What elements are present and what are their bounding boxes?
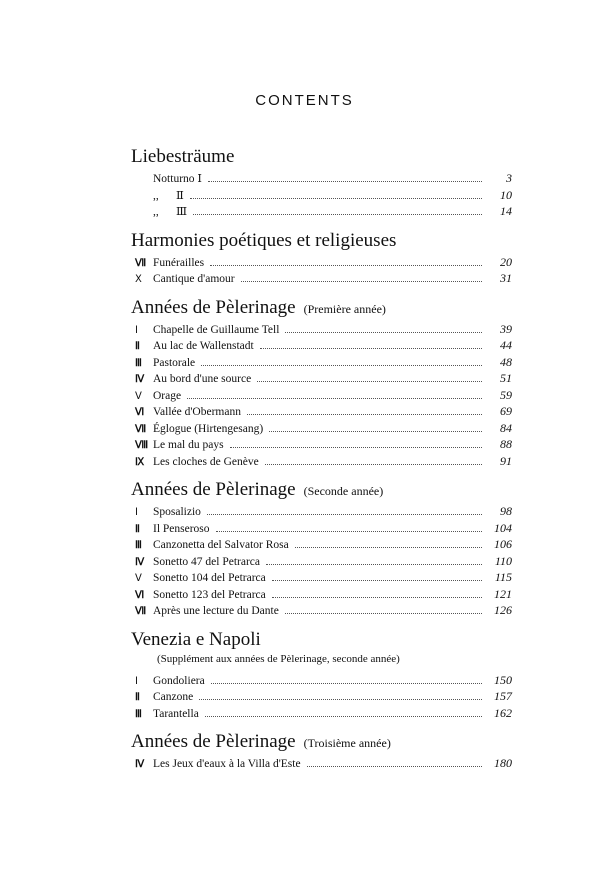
entry-number: Ⅳ	[135, 556, 145, 568]
toc-entry[interactable]	[131, 355, 512, 372]
dot-leader	[187, 398, 482, 399]
section-subtitle: (Première année)	[303, 301, 386, 316]
entry-page-number: 69	[500, 404, 512, 418]
dot-leader	[265, 464, 482, 465]
toc-section	[131, 629, 512, 732]
toc-entry[interactable]	[131, 673, 512, 690]
dot-leader	[295, 547, 482, 548]
toc-entry[interactable]	[131, 706, 512, 723]
dot-leader	[266, 564, 482, 565]
toc-entry[interactable]	[131, 388, 512, 405]
dot-leader	[201, 365, 482, 366]
entry-title: Pastorale	[153, 356, 196, 369]
entry-title: Le mal du pays	[153, 439, 224, 451]
dot-leader	[205, 716, 482, 717]
entry-title: Notturno Ⅰ	[153, 173, 202, 185]
toc-entry[interactable]	[131, 454, 512, 471]
section-heading	[131, 629, 512, 651]
entry-title: Au lac de Wallenstadt	[153, 340, 254, 352]
dot-leader	[199, 699, 482, 700]
section-title: Liebesträume	[131, 146, 235, 167]
toc-entry[interactable]	[131, 570, 512, 587]
dot-leader	[260, 348, 482, 349]
entry-title: Après une lecture du Dante	[153, 605, 279, 617]
section-title: Années de Pèlerinage	[131, 479, 296, 500]
entry-title: ,, Ⅲ	[153, 206, 188, 218]
dot-leader	[285, 332, 482, 333]
entry-page-number: 20	[500, 254, 512, 269]
entry-page-number: 39	[500, 321, 512, 336]
entry-page-number: 98	[500, 504, 512, 518]
dot-leader	[272, 580, 482, 581]
entry-number: Ⅹ	[135, 274, 142, 285]
entry-page-number: 150	[494, 672, 512, 687]
toc-section	[131, 230, 512, 297]
toc-entry[interactable]	[131, 371, 512, 388]
section-subtitle: (Troisième année)	[303, 736, 391, 750]
section-heading	[131, 731, 512, 753]
entry-number: Ⅵ	[135, 589, 145, 601]
entry-page-number: 51	[500, 371, 512, 385]
toc-entry[interactable]	[131, 404, 512, 421]
entry-title: Cantique d'amour	[153, 273, 235, 285]
entry-number: Ⅷ	[135, 440, 149, 451]
entry-number: Ⅰ	[135, 675, 138, 687]
entry-title: Les Jeux d'eaux à la Villa d'Este	[153, 758, 301, 770]
dot-leader	[207, 514, 482, 515]
entry-page-number: 162	[494, 705, 512, 720]
section-heading	[131, 297, 512, 319]
entry-number: Ⅲ	[135, 708, 142, 720]
section-heading	[131, 479, 512, 501]
entry-title: Les cloches de Genève	[153, 455, 259, 468]
dot-leader	[247, 414, 482, 415]
page-title: CONTENTS	[255, 92, 354, 109]
toc-entry[interactable]	[131, 204, 512, 221]
entry-title: ,, Ⅱ	[153, 189, 184, 202]
dot-leader	[241, 281, 482, 282]
section-title: Venezia e Napoli	[131, 628, 261, 650]
entry-number: Ⅴ	[135, 390, 142, 402]
toc-entry[interactable]	[131, 437, 512, 454]
entry-number: Ⅳ	[135, 374, 145, 385]
entry-title: Orage	[153, 389, 182, 402]
toc-entry[interactable]	[131, 587, 512, 604]
entry-page-number: 157	[494, 689, 512, 703]
dot-leader	[208, 181, 482, 182]
entry-page-number: 48	[500, 354, 512, 369]
entry-number: Ⅶ	[135, 423, 147, 435]
entry-number: Ⅱ	[135, 692, 140, 703]
dot-leader	[190, 198, 482, 199]
entry-number: Ⅱ	[135, 523, 140, 535]
entry-title: Tarantella	[153, 707, 199, 720]
entry-page-number: 44	[500, 338, 512, 352]
entry-page-number: 3	[506, 171, 512, 185]
section-note: (Supplément aux années de Pèlerinage, seconde année)	[157, 652, 400, 665]
entry-title: Au bord d'une source	[153, 373, 252, 385]
toc-entry[interactable]	[131, 689, 512, 706]
entry-number: Ⅸ	[135, 456, 145, 468]
entry-number: Ⅲ	[135, 357, 142, 369]
entry-number: Ⅵ	[135, 407, 145, 418]
entry-title: Gondoliera	[153, 674, 205, 687]
toc-entry[interactable]	[131, 421, 512, 438]
section-title: Harmonies poétiques et religieuses	[131, 229, 397, 251]
section-heading	[131, 230, 512, 252]
entry-page-number: 31	[500, 271, 512, 285]
entry-number: Ⅱ	[135, 341, 140, 352]
entry-title: Il Penseroso	[153, 522, 210, 535]
toc-entry[interactable]	[131, 171, 512, 188]
toc-entry[interactable]	[131, 756, 512, 773]
entry-page-number: 104	[494, 520, 512, 535]
toc-entry[interactable]	[131, 255, 512, 272]
entry-page-number: 121	[494, 586, 512, 601]
entry-page-number: 84	[500, 420, 512, 435]
entry-number: Ⅶ	[135, 257, 147, 269]
section-title: Années de Pèlerinage	[131, 731, 296, 752]
table-of-contents	[131, 146, 512, 782]
entry-title: Canzone	[153, 691, 194, 703]
section-subtitle: (Seconde année)	[303, 484, 384, 498]
dot-leader	[216, 531, 482, 532]
entry-title: Chapelle de Guillaume Tell	[153, 323, 280, 336]
entry-number: Ⅲ	[135, 540, 142, 551]
entry-page-number: 110	[494, 553, 512, 568]
dot-leader	[230, 447, 482, 448]
toc-entry[interactable]	[131, 271, 512, 288]
toc-section	[131, 479, 512, 629]
entry-number: Ⅶ	[135, 606, 147, 617]
toc-section	[131, 731, 512, 782]
toc-entry[interactable]	[131, 521, 512, 538]
dot-leader	[272, 597, 482, 598]
entry-title: Sonetto 47 del Petrarca	[153, 555, 260, 568]
section-heading	[131, 146, 512, 168]
entry-number: Ⅰ	[135, 507, 138, 518]
toc-entry[interactable]	[131, 322, 512, 339]
entry-number: Ⅴ	[135, 573, 142, 584]
dot-leader	[269, 431, 482, 432]
entry-page-number: 126	[494, 603, 512, 617]
dot-leader	[285, 613, 482, 614]
entry-page-number: 106	[494, 537, 512, 551]
entry-title: Sonetto 104 del Petrarca	[153, 572, 266, 584]
entry-page-number: 88	[500, 437, 512, 451]
entry-title: Vallée d'Obermann	[153, 406, 241, 418]
entry-title: Sposalizio	[153, 506, 201, 518]
entry-page-number: 115	[494, 570, 512, 584]
toc-entry[interactable]	[131, 603, 512, 620]
section-title: Années de Pèlerinage	[131, 296, 296, 318]
entry-number: Ⅳ	[135, 759, 145, 770]
entry-page-number: 180	[494, 756, 512, 770]
dot-leader	[210, 265, 482, 266]
dot-leader	[307, 766, 482, 767]
toc-entry[interactable]	[131, 504, 512, 521]
entry-page-number: 14	[500, 204, 512, 218]
dot-leader	[257, 381, 482, 382]
entry-title: Églogue (Hirtengesang)	[153, 422, 264, 435]
entry-title: Canzonetta del Salvator Rosa	[153, 539, 289, 551]
entry-number: Ⅰ	[135, 324, 138, 336]
entry-page-number: 10	[500, 187, 512, 202]
toc-entry[interactable]	[131, 554, 512, 571]
dot-leader	[193, 214, 482, 215]
dot-leader	[211, 683, 482, 684]
toc-section	[131, 297, 512, 480]
entry-page-number: 59	[500, 387, 512, 402]
entry-title: Sonetto 123 del Petrarca	[153, 588, 266, 601]
toc-entry[interactable]	[131, 188, 512, 205]
toc-entry[interactable]	[131, 537, 512, 554]
toc-section	[131, 146, 512, 230]
entry-title: Funérailles	[153, 256, 205, 269]
toc-entry[interactable]	[131, 338, 512, 355]
entry-page-number: 91	[500, 453, 512, 468]
